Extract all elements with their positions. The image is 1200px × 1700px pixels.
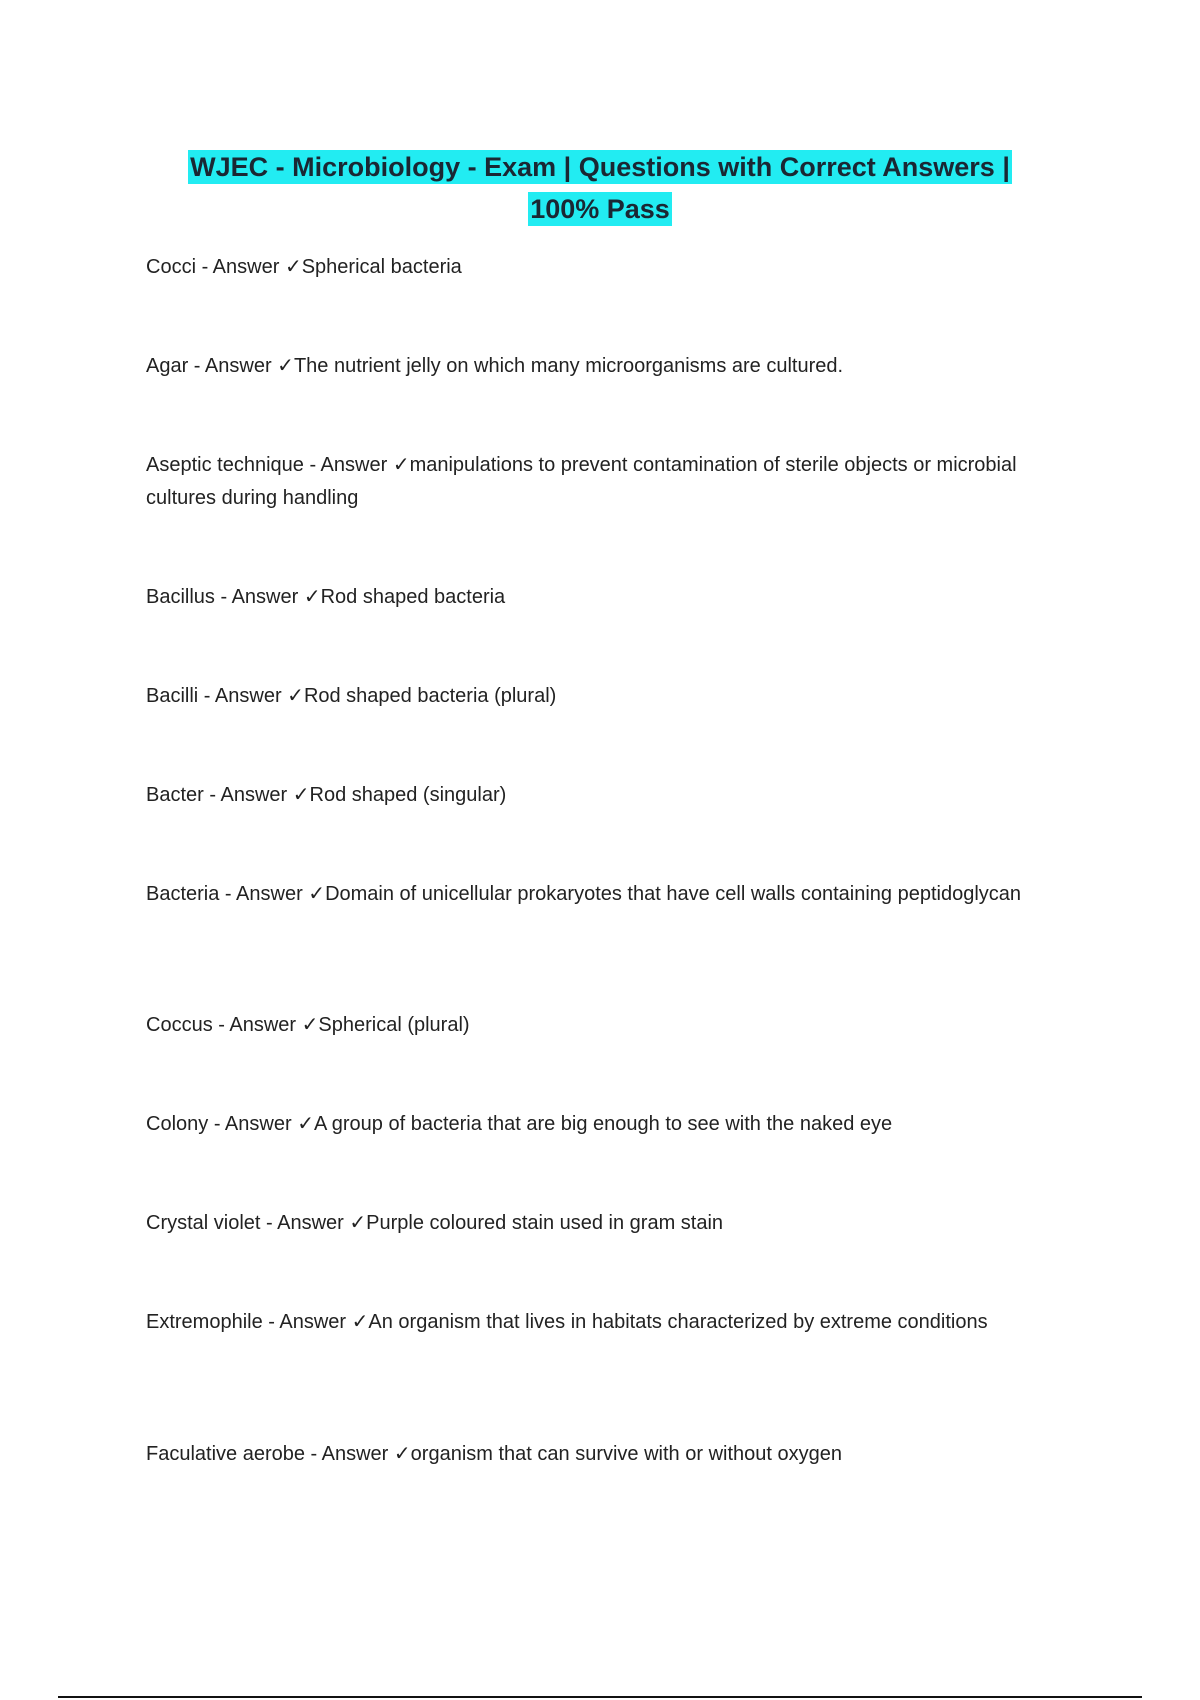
- title-line-1: WJEC - Microbiology - Exam | Questions with Correct Answers |: [190, 152, 1010, 182]
- answer-separator: - Answer: [196, 256, 285, 278]
- qa-answer: Rod shaped bacteria: [320, 586, 506, 608]
- answer-separator: - Answer: [304, 1443, 394, 1465]
- qa-term: Bacilli: [146, 685, 199, 707]
- qa-answer: Domain of unicellular prokaryotes that have cell walls containing peptidoglycan: [325, 883, 1022, 905]
- qa-term: Colony: [146, 1113, 209, 1135]
- answer-separator: - Answer: [214, 586, 304, 608]
- qa-term: Cocci: [146, 256, 197, 278]
- qa-answer: Purple coloured stain used in gram stain: [366, 1212, 724, 1234]
- title-highlight-line-2: [528, 192, 672, 226]
- check-mark-icon: ✓: [277, 353, 294, 377]
- qa-item: [146, 778, 1046, 812]
- qa-item: [146, 1206, 1046, 1240]
- qa-item: [146, 580, 1046, 614]
- answer-separator: - Answer: [188, 355, 278, 377]
- qa-item: [146, 1305, 1046, 1339]
- check-mark-icon: ✓: [292, 782, 310, 806]
- qa-item: [146, 349, 1046, 383]
- check-mark-icon: ✓: [392, 452, 410, 476]
- qa-term: Agar: [146, 355, 189, 377]
- check-mark-icon: ✓: [284, 254, 302, 278]
- answer-separator: - Answer: [262, 1311, 352, 1333]
- qa-term: Faculative aerobe: [146, 1443, 305, 1465]
- qa-term: Bacteria: [146, 883, 220, 905]
- qa-term: Extremophile: [146, 1311, 263, 1333]
- answer-separator: - Answer: [260, 1212, 350, 1234]
- footer-divider: [58, 1696, 1142, 1698]
- qa-answer: An organism that lives in habitats characterized by extreme conditions: [368, 1311, 988, 1333]
- document-title: [150, 146, 1050, 230]
- qa-term: Crystal violet: [146, 1212, 261, 1234]
- answer-separator: - Answer: [198, 685, 288, 707]
- qa-term: Bacillus: [146, 586, 215, 608]
- qa-term: Aseptic technique: [146, 454, 304, 476]
- qa-item: [146, 877, 1046, 911]
- qa-answer: manipulations to prevent contamination of sterile objects or microbial cultures during handling: [146, 454, 1017, 509]
- answer-separator: - Answer: [303, 454, 393, 476]
- qa-item: [146, 250, 1046, 284]
- qa-item: [146, 1008, 1046, 1042]
- check-mark-icon: ✓: [308, 881, 326, 905]
- qa-item: [146, 679, 1046, 713]
- qa-answer: The nutrient jelly on which many microorganisms are cultured.: [293, 355, 844, 377]
- qa-term: Bacter: [146, 784, 204, 806]
- qa-item: [146, 1437, 1046, 1471]
- qa-answer: Rod shaped bacteria (plural): [303, 685, 557, 707]
- qa-answer: Spherical bacteria: [301, 256, 462, 278]
- check-mark-icon: ✓: [297, 1111, 314, 1135]
- check-mark-icon: ✓: [287, 683, 304, 707]
- check-mark-icon: ✓: [303, 584, 321, 608]
- qa-answer: organism that can survive with or without oxygen: [410, 1443, 842, 1465]
- title-line-2: 100% Pass: [530, 194, 670, 224]
- answer-separator: - Answer: [203, 784, 293, 806]
- qa-item: [146, 1107, 1046, 1141]
- answer-separator: - Answer: [208, 1113, 298, 1135]
- qa-answer: Spherical (plural): [318, 1014, 470, 1036]
- qa-item: [146, 448, 1046, 515]
- check-mark-icon: ✓: [351, 1309, 369, 1333]
- answer-separator: - Answer: [212, 1014, 302, 1036]
- title-highlight-line-1: [188, 150, 1012, 184]
- check-mark-icon: ✓: [349, 1210, 367, 1234]
- check-mark-icon: ✓: [301, 1012, 319, 1036]
- answer-separator: - Answer: [219, 883, 309, 905]
- check-mark-icon: ✓: [393, 1441, 411, 1465]
- qa-term: Coccus: [146, 1014, 213, 1036]
- qa-answer: Rod shaped (singular): [309, 784, 507, 806]
- qa-answer: A group of bacteria that are big enough to see with the naked eye: [313, 1113, 893, 1135]
